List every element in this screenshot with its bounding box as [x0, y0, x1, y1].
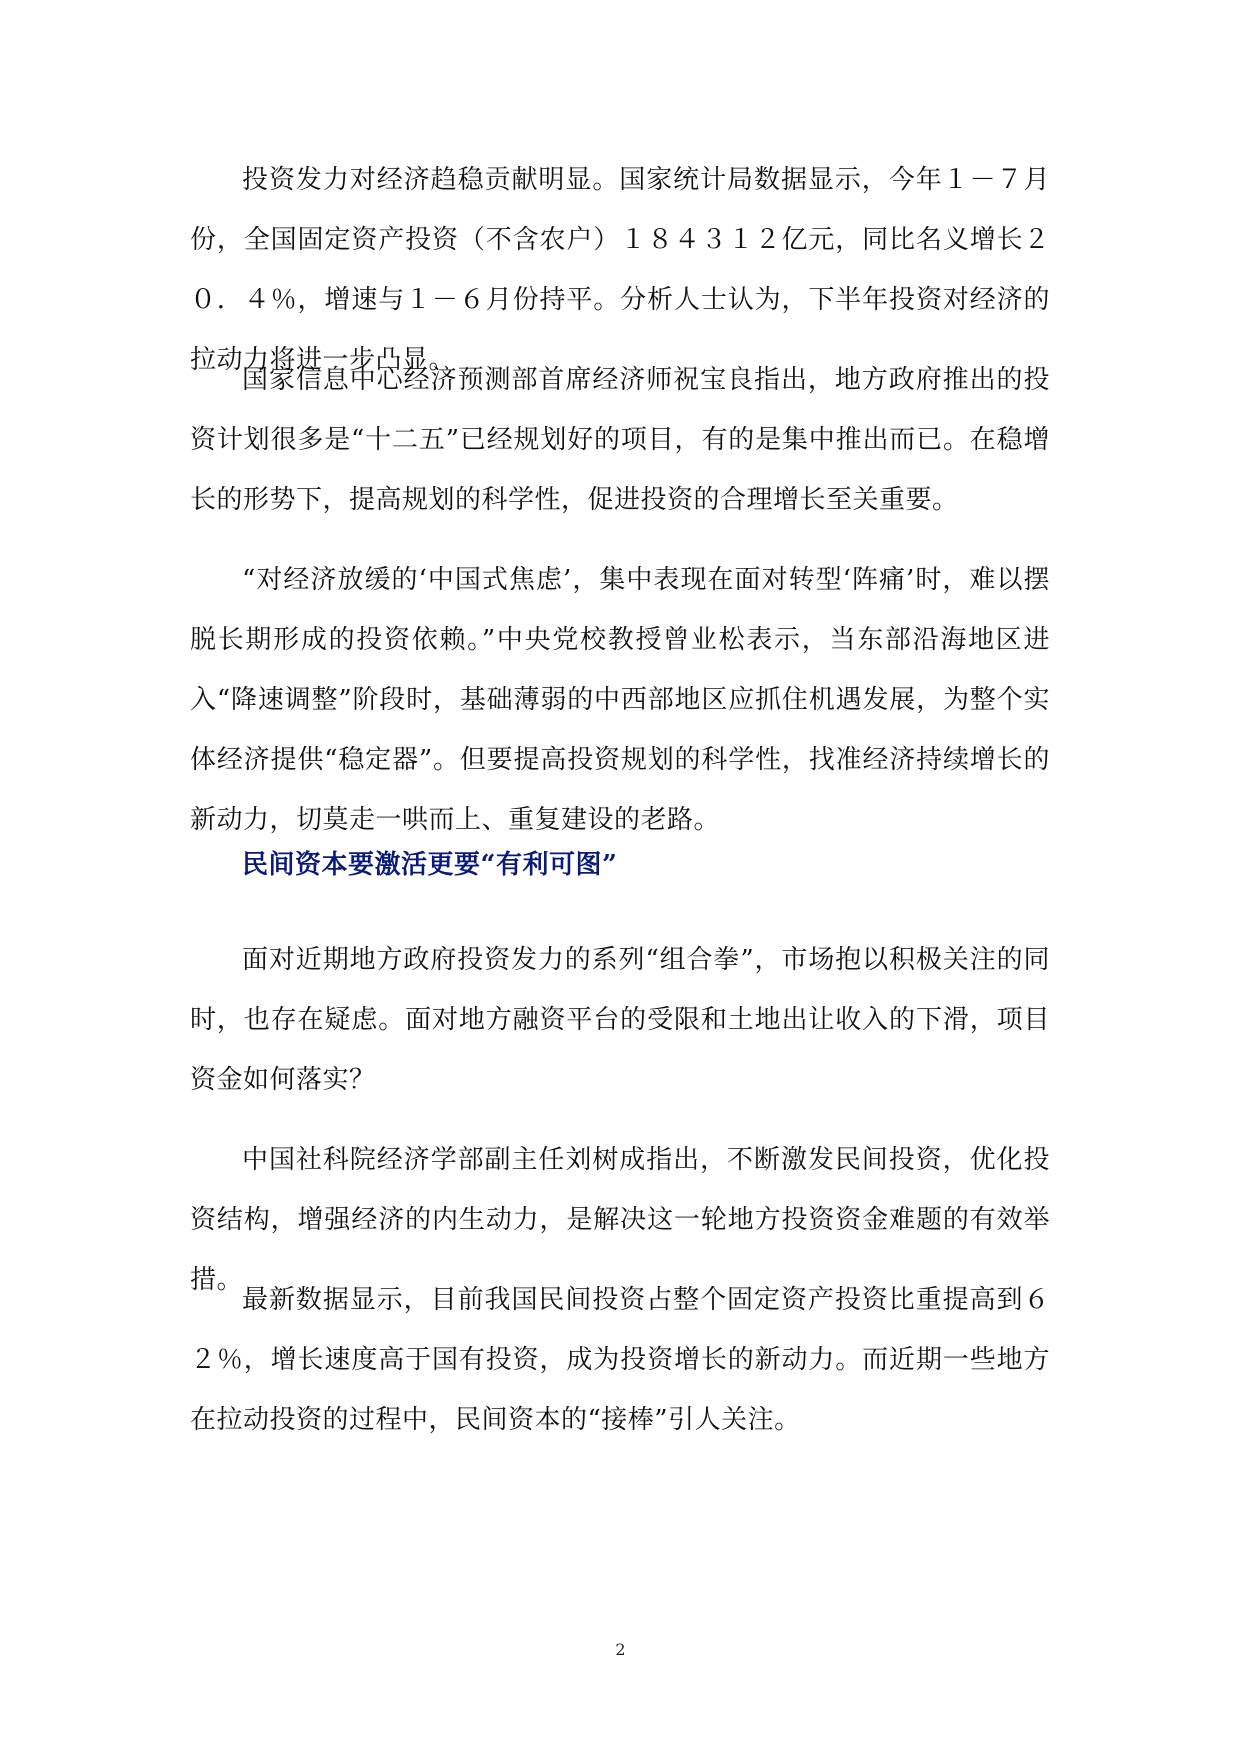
paragraph-funding-doubts: 面对近期地方政府投资发力的系列“组合拳”，市场抱以积极关注的同时，也存在疑虑。面对地方融资平台的受限和土地出让收入的下滑，项目资金如何落实？: [190, 945, 1050, 1095]
paragraph-china-anxiety: “对经济放缓的‘中国式焦虑’，集中表现在面对转型‘阵痛’时，难以摆脱长期形成的投资依赖。”中央党校教授曾业松表示，当东部沿海地区进入“降速调整”阶段时，基础薄弱的中西部地区应抓住机遇发展，为整个实体经济提供“稳定器”。但要提高投资规划的科学性，找准经济持续增长的新动力，切莫走一哄而上、重复建设的老路。: [190, 565, 1050, 835]
page-number: 2: [615, 1640, 626, 1659]
paragraph-planning-projects: 国家信息中心经济预测部首席经济师祝宝良指出，地方政府推出的投资计划很多是“十二五”已经规划好的项目，有的是集中推出而已。在稳增长的形势下，提高规划的科学性，促进投资的合理增长至关重要。: [190, 365, 1050, 515]
paragraph-latest-data: 最新数据显示，目前我国民间投资占整个固定资产投资比重提高到６２％，增长速度高于国有投资，成为投资增长的新动力。而近期一些地方在拉动投资的过程中，民间资本的“接棒”引人关注。: [190, 1285, 1050, 1435]
section-heading: 民间资本要激活更要“有利可图”: [242, 850, 618, 880]
paragraph-investment-contribution: 投资发力对经济趋稳贡献明显。国家统计局数据显示，今年１－７月份，全国固定资产投资（不含农户）１８４３１２亿元，同比名义增长２０．４％，增速与１－６月份持平。分析人士认为，下半年投资对经济的拉动力将进一步凸显。: [190, 165, 1050, 375]
paragraph-private-investment: 中国社科院经济学部副主任刘树成指出，不断激发民间投资，优化投资结构，增强经济的内生动力，是解决这一轮地方投资资金难题的有效举措。: [190, 1145, 1050, 1295]
